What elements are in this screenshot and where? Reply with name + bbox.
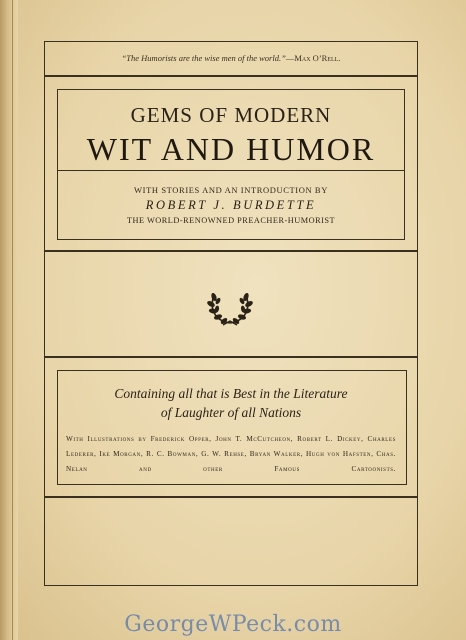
illustrators-credit: With Illustrations by Frederick Opper, John T. McCutcheon, Robert L. Dickey, Charles Lederer, Ike Morgan, R. C. Bowman, G. W. Rehse, Bryan Walker, Hugh von Hafsten, Chas. Nelan and other Famous Cartoonists.: [66, 435, 396, 473]
book-title-line2: WIT AND HUMOR: [86, 131, 376, 167]
title-box-divider: [57, 170, 405, 171]
author-description: THE WORLD-RENOWNED PREACHER-HUMORIST: [126, 216, 336, 225]
book-spine: [0, 0, 18, 640]
epigraph: [44, 53, 418, 63]
author-name: ROBERT J. BURDETTE: [145, 198, 317, 212]
spine-edge: [12, 0, 13, 640]
byline-intro: WITH STORIES AND AN INTRODUCTION BY: [134, 185, 328, 195]
epigraph-attribution: —Max O’Rell.: [285, 53, 341, 63]
epigraph-divider: [44, 75, 418, 77]
watermark: GeorgeWPeck.com: [124, 612, 342, 637]
title-section-divider: [44, 250, 418, 252]
book-title-line1: GEMS OF MODERN: [130, 103, 332, 127]
contents-line2: of Laughter of all Nations: [160, 405, 302, 420]
ornament-section-divider: [44, 356, 418, 358]
contents-line1: Containing all that is Best in the Literature: [114, 386, 348, 401]
laurel-wreath-icon: [205, 283, 255, 329]
contents-section-divider: [44, 496, 418, 498]
epigraph-quote: “The Humorists are the wise men of the world.”: [121, 53, 286, 63]
